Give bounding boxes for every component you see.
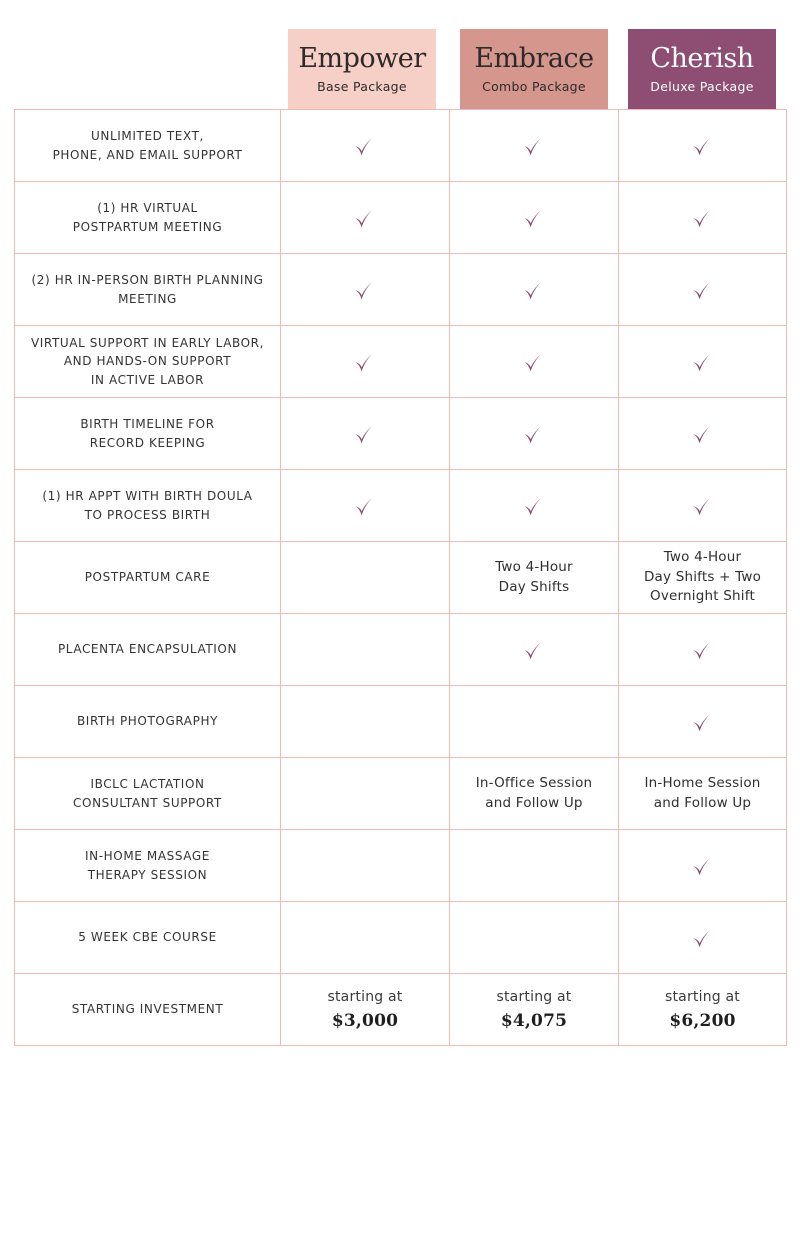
package-cell-embrace — [450, 182, 619, 254]
package-cell-cherish — [619, 398, 787, 470]
check-icon — [522, 638, 546, 662]
table-row — [15, 758, 787, 830]
package-cell-empower — [281, 614, 450, 686]
price-cell-cherish — [619, 974, 787, 1046]
table-row — [15, 254, 787, 326]
check-icon — [691, 422, 715, 446]
package-name: Cherish — [650, 43, 754, 74]
package-subtitle: Base Package — [317, 79, 407, 94]
package-header-embrace — [460, 29, 608, 109]
table-row — [15, 542, 787, 614]
price-cell-embrace — [450, 974, 619, 1046]
package-cell-empower — [281, 254, 450, 326]
package-cell-embrace — [450, 902, 619, 974]
table-row — [15, 182, 787, 254]
package-cell-cherish — [619, 686, 787, 758]
package-cell-cherish — [619, 110, 787, 182]
feature-label: VIRTUAL SUPPORT IN EARLY LABOR, AND HANDS-ON SUPPORT IN ACTIVE LABOR — [15, 326, 281, 398]
table-row — [15, 686, 787, 758]
package-subtitle: Combo Package — [482, 79, 586, 94]
package-cell-empower — [281, 686, 450, 758]
investment-label: STARTING INVESTMENT — [15, 974, 281, 1046]
package-cell-embrace — [450, 470, 619, 542]
package-cell-empower — [281, 542, 450, 614]
package-cell-empower — [281, 110, 450, 182]
check-icon — [353, 134, 377, 158]
feature-label: BIRTH PHOTOGRAPHY — [15, 686, 281, 758]
price-value: $3,000 — [331, 1010, 399, 1031]
package-cell-empower — [281, 470, 450, 542]
package-cell-embrace — [450, 830, 619, 902]
package-cell-cherish — [619, 758, 787, 830]
check-icon — [691, 854, 715, 878]
package-cell-cherish — [619, 182, 787, 254]
feature-label: BIRTH TIMELINE FOR RECORD KEEPING — [15, 398, 281, 470]
check-icon — [522, 134, 546, 158]
package-cell-empower — [281, 902, 450, 974]
cell-text: In-Office Session and Follow Up — [475, 775, 593, 811]
table-row — [15, 830, 787, 902]
feature-label: 5 WEEK CBE COURSE — [15, 902, 281, 974]
package-cell-embrace — [450, 686, 619, 758]
check-icon — [691, 494, 715, 518]
package-header-empower — [288, 29, 436, 109]
cell-text: In-Home Session and Follow Up — [644, 775, 761, 811]
feature-label: IN-HOME MASSAGE THERAPY SESSION — [15, 830, 281, 902]
package-subtitle: Deluxe Package — [650, 79, 754, 94]
table-row — [15, 326, 787, 398]
cell-text: Two 4-Hour Day Shifts + Two Overnight Shift — [643, 549, 762, 605]
package-cell-empower — [281, 830, 450, 902]
package-cell-embrace — [450, 110, 619, 182]
feature-label: PLACENTA ENCAPSULATION — [15, 614, 281, 686]
package-cell-embrace — [450, 542, 619, 614]
package-cell-cherish — [619, 902, 787, 974]
comparison-table-body — [15, 110, 787, 1046]
table-row — [15, 902, 787, 974]
package-cell-cherish — [619, 542, 787, 614]
feature-label: (2) HR IN-PERSON BIRTH PLANNING MEETING — [15, 254, 281, 326]
package-cell-empower — [281, 182, 450, 254]
table-row — [15, 470, 787, 542]
check-icon — [522, 278, 546, 302]
package-cell-embrace — [450, 614, 619, 686]
package-cell-empower — [281, 758, 450, 830]
package-cell-embrace — [450, 326, 619, 398]
price-prefix: starting at — [665, 988, 740, 1005]
feature-label: IBCLC LACTATION CONSULTANT SUPPORT — [15, 758, 281, 830]
check-icon — [691, 350, 715, 374]
package-header-cherish — [628, 29, 776, 109]
check-icon — [353, 206, 377, 230]
feature-label: UNLIMITED TEXT, PHONE, AND EMAIL SUPPORT — [15, 110, 281, 182]
check-icon — [691, 134, 715, 158]
package-cell-cherish — [619, 326, 787, 398]
package-cell-cherish — [619, 614, 787, 686]
comparison-table — [14, 109, 787, 1046]
investment-row — [15, 974, 787, 1046]
table-row — [15, 110, 787, 182]
package-cell-cherish — [619, 830, 787, 902]
check-icon — [522, 350, 546, 374]
check-icon — [353, 350, 377, 374]
package-cell-empower — [281, 398, 450, 470]
price-prefix: starting at — [327, 988, 403, 1005]
check-icon — [522, 422, 546, 446]
check-icon — [353, 494, 377, 518]
package-cell-empower — [281, 326, 450, 398]
price-value: $6,200 — [669, 1010, 736, 1031]
feature-label: (1) HR VIRTUAL POSTPARTUM MEETING — [15, 182, 281, 254]
price-cell-empower — [281, 974, 450, 1046]
check-icon — [691, 206, 715, 230]
check-icon — [691, 278, 715, 302]
price-prefix: starting at — [496, 988, 572, 1005]
check-icon — [691, 710, 715, 734]
feature-label: (1) HR APPT WITH BIRTH DOULA TO PROCESS BIRTH — [15, 470, 281, 542]
package-cell-embrace — [450, 254, 619, 326]
package-cell-cherish — [619, 470, 787, 542]
package-name: Empower — [298, 43, 426, 74]
price-value: $4,075 — [500, 1010, 568, 1031]
package-cell-embrace — [450, 398, 619, 470]
cell-text: Two 4-Hour Day Shifts — [495, 559, 573, 595]
package-cell-embrace — [450, 758, 619, 830]
check-icon — [691, 638, 715, 662]
feature-label: POSTPARTUM CARE — [15, 542, 281, 614]
check-icon — [522, 494, 546, 518]
package-cell-cherish — [619, 254, 787, 326]
check-icon — [691, 926, 715, 950]
table-row — [15, 398, 787, 470]
check-icon — [353, 422, 377, 446]
package-name: Embrace — [474, 43, 594, 74]
check-icon — [353, 278, 377, 302]
table-row — [15, 614, 787, 686]
check-icon — [522, 206, 546, 230]
